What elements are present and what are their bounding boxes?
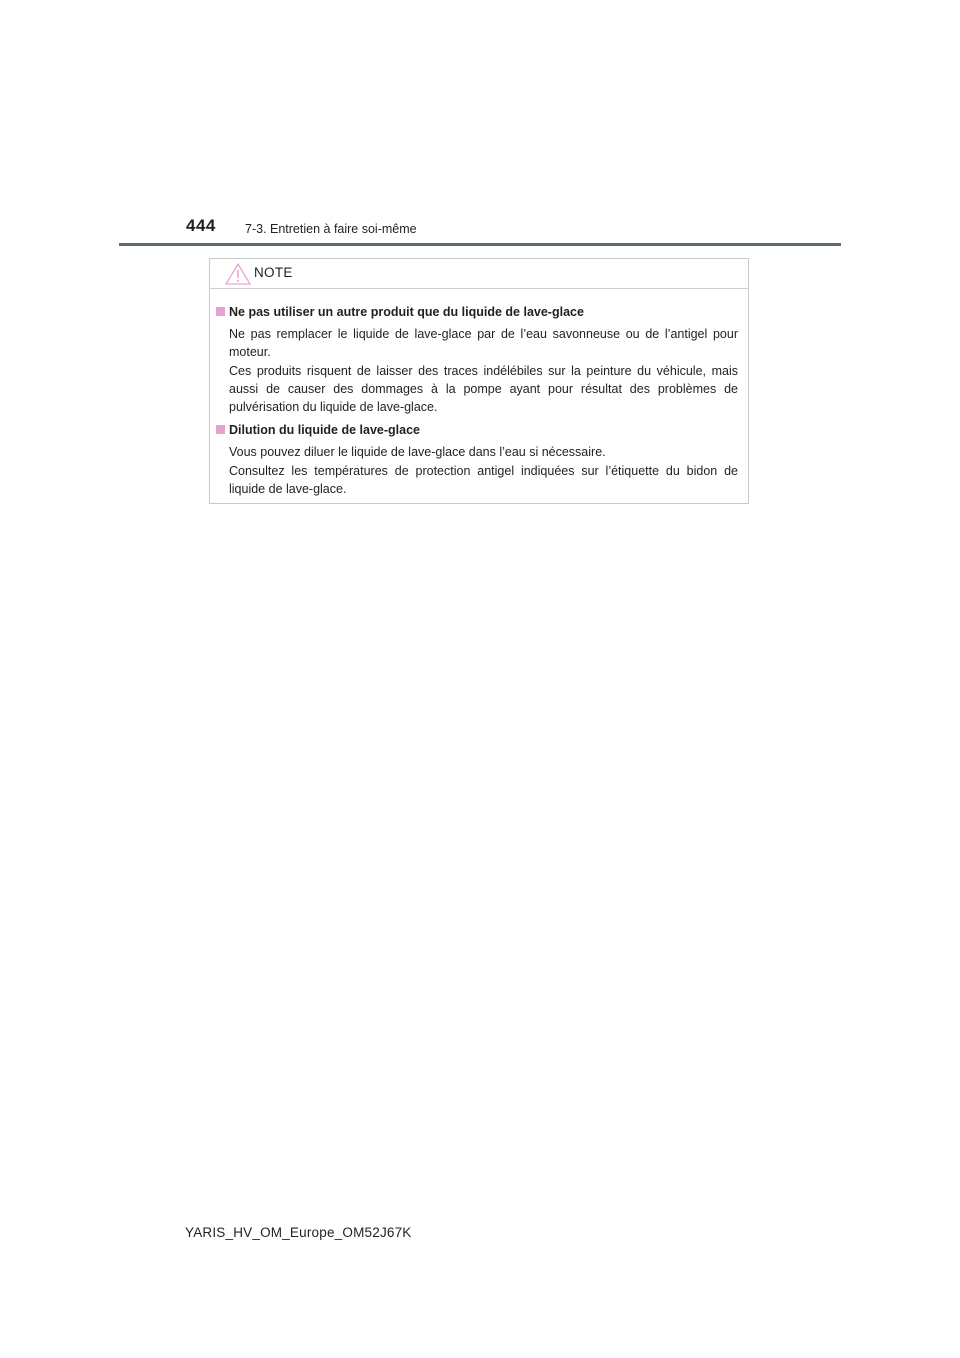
- note-item: [216, 421, 738, 498]
- document-code: YARIS_HV_OM_Europe_OM52J67K: [185, 1225, 412, 1240]
- note-item-title: Ne pas utiliser un autre produit que du liquide de lave-glace: [216, 303, 738, 321]
- square-bullet-icon: [216, 307, 225, 316]
- header-rule: [119, 243, 841, 246]
- note-item: [216, 303, 738, 416]
- page-number: 444: [186, 216, 216, 235]
- section-title: 7-3. Entretien à faire soi-même: [245, 222, 417, 236]
- note-body: [210, 289, 748, 498]
- note-paragraph: Ces produits risquent de laisser des traces indélébiles sur la peinture du véhicule, mais aussi de causer des dommages à la pompe ayant pour résultat des problèmes de pulvérisation du liquide de lave-glace.: [229, 363, 738, 415]
- page-header: [0, 0, 960, 250]
- note-paragraph: Ne pas remplacer le liquide de lave-glace par de l’eau savonneuse ou de l’antigel pour moteur.: [229, 327, 738, 360]
- warning-triangle-icon: [225, 263, 251, 285]
- note-paragraph: Vous pouvez diluer le liquide de lave-glace dans l’eau si nécessaire.: [229, 445, 606, 460]
- note-paragraph: Consultez les températures de protection antigel indiquées sur l’étiquette du bidon de liquide de lave-glace.: [229, 463, 738, 497]
- square-bullet-icon: [216, 425, 225, 434]
- note-header: [210, 259, 748, 289]
- note-box: [209, 258, 749, 504]
- note-item-title: Dilution du liquide de lave-glace: [216, 421, 738, 439]
- note-label: NOTE: [254, 265, 293, 280]
